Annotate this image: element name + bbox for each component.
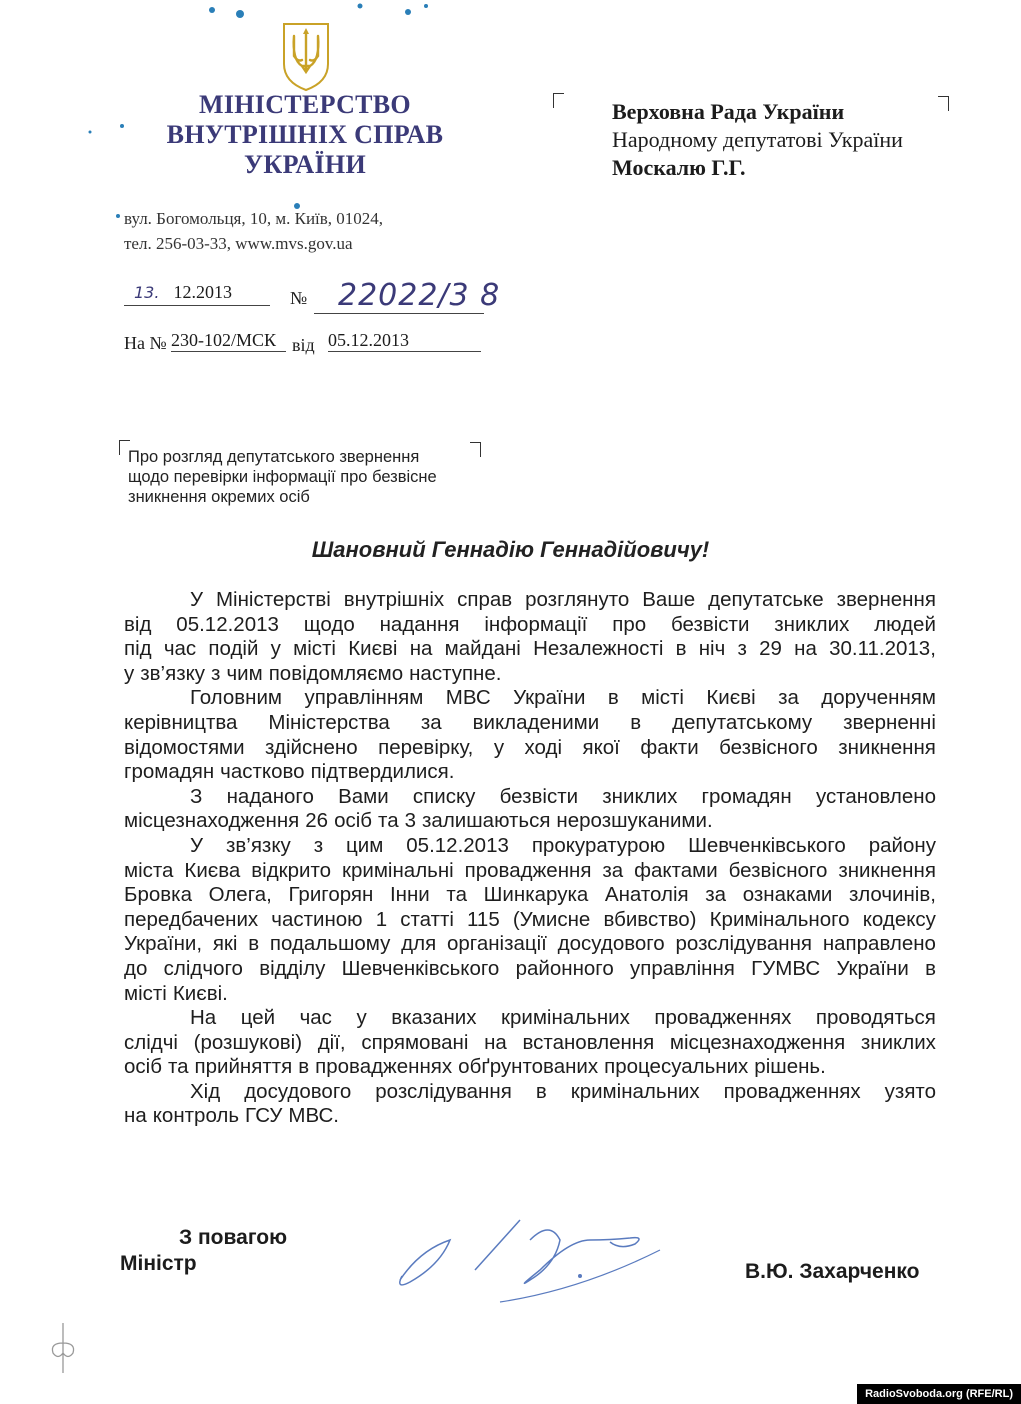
salutation: Шановний Геннадію Геннадійовичу!	[311, 537, 710, 562]
body-line	[124, 686, 936, 711]
body-word: цим	[346, 833, 384, 857]
body-word: на	[409, 637, 433, 661]
body-word: інформації	[484, 612, 588, 636]
body-word: прокуратурою	[531, 833, 666, 857]
body-word: зниклих	[774, 612, 850, 636]
body-word: досудового	[244, 1079, 352, 1103]
body-word: Шевченківського	[341, 956, 500, 980]
body-word: управління	[630, 956, 735, 980]
body-line	[124, 1055, 936, 1080]
body-word: дорученням	[821, 686, 936, 710]
body-line	[124, 957, 936, 982]
subject-block	[128, 447, 458, 507]
body-word: осіб	[124, 1055, 162, 1079]
body-word: громадян	[124, 760, 215, 784]
body-line	[124, 662, 936, 687]
photo-credit: RadioSvoboda.org (RFE/RL)	[857, 1384, 1021, 1404]
body-line	[124, 809, 936, 834]
body-word: на	[794, 637, 817, 661]
body-line	[124, 1104, 936, 1129]
body-word: частково	[220, 760, 305, 784]
body-word: Інни	[389, 883, 430, 907]
body-word: направлено	[822, 932, 936, 956]
corner-mark	[553, 93, 564, 108]
body-word: слідчі	[124, 1030, 178, 1054]
body-word: внутрішніх	[343, 588, 445, 611]
recipient-name: Москалю Г.Г.	[612, 155, 746, 180]
body-word: розглянуто	[525, 588, 630, 611]
body-word: У	[190, 588, 204, 611]
body-word: місцезнаходження	[669, 1030, 846, 1054]
reference-prefix: На №	[124, 333, 167, 353]
body-word: ознаками	[742, 883, 833, 907]
body-word: З	[190, 784, 203, 808]
body-word: на	[124, 1104, 147, 1128]
coat-of-arms-icon	[280, 20, 332, 92]
body-word: досудового	[557, 932, 665, 956]
body-word: депутатському	[672, 710, 813, 734]
body-word: місті	[293, 637, 336, 661]
ministry-name	[120, 90, 490, 180]
body-word: рішень.	[754, 1055, 826, 1079]
body-word: подій	[208, 637, 259, 661]
body-word: МВС	[445, 686, 491, 710]
body-word: району	[868, 833, 936, 857]
body-word: Незалежності	[533, 637, 664, 661]
body-line	[124, 859, 936, 884]
body-line	[124, 785, 936, 810]
outgoing-date	[124, 282, 270, 306]
body-word: зв’язку	[140, 661, 206, 685]
body-word: України	[513, 686, 586, 710]
body-word: Кримінального	[709, 907, 850, 931]
body-word: (розшукові)	[193, 1030, 303, 1054]
body-word: з	[737, 637, 747, 661]
body-word: 26	[305, 809, 329, 833]
body-word: місті	[124, 981, 167, 1005]
ministry-name-line: ВНУТРІШНІХ СПРАВ	[166, 120, 444, 149]
body-word: Вами	[338, 784, 389, 808]
body-word: на	[484, 1030, 507, 1054]
ministry-address	[124, 206, 383, 256]
body-line	[124, 736, 936, 761]
body-word: процесуальних	[604, 1055, 749, 1079]
body-word: Києві	[348, 637, 398, 661]
body-word: та	[446, 883, 467, 907]
body-word: На	[190, 1006, 217, 1030]
body-word: відомостями	[124, 735, 245, 759]
body-word: залишаються	[422, 809, 551, 833]
closing-regards: З повагою	[179, 1226, 288, 1249]
body-word: та	[167, 1055, 189, 1079]
body-word: наданого	[226, 784, 314, 808]
body-line	[124, 834, 936, 859]
body-word: час	[163, 637, 197, 661]
signatory-title: Міністр	[120, 1252, 197, 1275]
body-word: провадженнях	[315, 1055, 453, 1079]
body-word: кодексу	[862, 907, 936, 931]
body-word: провадження	[464, 858, 592, 882]
number-label: №	[290, 288, 308, 308]
handwritten-signature	[380, 1210, 680, 1310]
body-word: Києва	[184, 858, 241, 882]
body-word: статті	[400, 907, 454, 931]
body-word: зниклих	[860, 1030, 936, 1054]
body-word: в	[925, 956, 936, 980]
body-word: організації	[446, 932, 547, 956]
recipient-line: Народному депутатові України	[612, 127, 903, 152]
body-word: (Умисне	[512, 907, 591, 931]
body-word: вказаних	[391, 1006, 477, 1030]
body-word: ході	[524, 735, 563, 759]
body-word: у	[493, 735, 505, 759]
body-word: відкрито	[251, 858, 332, 882]
body-word: у	[356, 1006, 367, 1030]
body-word: Києві.	[172, 981, 228, 1005]
body-word: відділу	[259, 956, 326, 980]
ministry-name-line: МІНІСТЕРСТВО	[199, 90, 411, 119]
reference-number: 230-102/МСК	[171, 330, 286, 352]
body-word: ніч	[698, 637, 726, 661]
body-word: 115	[467, 907, 500, 931]
recipient-block	[612, 98, 903, 182]
body-word: розслідування	[675, 932, 813, 956]
body-word: безвісти	[499, 784, 579, 808]
body-word: спрямовані	[361, 1030, 469, 1054]
body-word: частиною	[271, 907, 363, 931]
body-word: ГУМВС	[751, 956, 821, 980]
body-line	[124, 588, 936, 613]
body-word: Анатолія	[604, 883, 689, 907]
body-line	[124, 1031, 936, 1056]
body-word: зверненні	[843, 710, 936, 734]
body-word: справ	[457, 588, 513, 611]
outgoing-number-handwritten: 22022/3 8	[314, 278, 484, 314]
body-word: нерозшуканими.	[556, 809, 713, 833]
body-word: зниклих	[602, 784, 678, 808]
body-word: кримінальних	[501, 1006, 630, 1030]
body-word: за	[778, 686, 799, 710]
body-word: в	[607, 686, 619, 710]
body-word: Шинкарука	[483, 883, 589, 907]
body-word: 05.12.2013	[406, 833, 509, 857]
body-word: фактами	[634, 858, 718, 882]
body-word: чим	[226, 661, 263, 685]
body-word: слідчого	[163, 956, 243, 980]
body-word: Бровка	[124, 883, 192, 907]
body-word: в	[298, 1055, 310, 1079]
body-word: здійснено	[265, 735, 358, 759]
body-word: осіб	[334, 809, 373, 833]
body-word: з	[211, 661, 221, 685]
body-word: зникнення	[838, 858, 936, 882]
ministry-name-line: УКРАЇНИ	[244, 150, 366, 179]
body-word: України,	[124, 932, 203, 956]
body-word: в	[248, 932, 260, 956]
body-word: міста	[124, 858, 174, 882]
body-line	[124, 982, 936, 1007]
body-word: прийняття	[194, 1055, 293, 1079]
body-line	[124, 1006, 936, 1031]
body-word: у	[270, 637, 281, 661]
address-line: вул. Богомольця, 10, м. Київ, 01024,	[124, 209, 384, 228]
body-word: розслідування	[375, 1079, 512, 1103]
body-word: у	[124, 661, 135, 685]
body-line	[124, 760, 936, 785]
body-word: в	[535, 1079, 547, 1103]
body-word: в	[630, 710, 642, 734]
body-word: безвісного	[728, 858, 828, 882]
body-line	[124, 613, 936, 638]
body-word: надання	[379, 612, 460, 636]
body-line	[124, 1080, 936, 1105]
body-word: списку	[412, 784, 476, 808]
body-word: зв’язку	[225, 833, 291, 857]
body-word: Шевченківського	[688, 833, 846, 857]
body-word: України	[836, 956, 909, 980]
letter-body	[124, 588, 936, 1129]
body-word: Головним	[190, 686, 283, 710]
body-word: безвісного	[719, 735, 818, 759]
body-word: Ваше	[642, 588, 696, 611]
body-word: повідомляємо	[268, 661, 404, 685]
body-word: та	[378, 809, 399, 833]
body-word: Міністерстві	[215, 588, 331, 611]
body-word: за	[602, 858, 624, 882]
body-word: управлінням	[304, 686, 424, 710]
body-word: в	[675, 637, 687, 661]
body-word: щодо	[303, 612, 355, 636]
body-word: 29	[759, 637, 782, 661]
signatory-name: В.Ю. Захарченко	[745, 1260, 920, 1283]
body-word: контроль	[152, 1104, 240, 1128]
body-word: керівництва	[124, 710, 238, 734]
subject-line: щодо перевірки інформації про безвісне	[128, 468, 437, 486]
body-word: до	[124, 956, 148, 980]
body-word: підтвердилися.	[310, 760, 455, 784]
reference-from-label: від	[292, 335, 315, 355]
body-word: вбивство)	[603, 907, 697, 931]
body-word: Києві	[706, 686, 756, 710]
body-word: передбачених	[124, 907, 259, 931]
body-word: 1	[375, 907, 388, 931]
body-word: громадян	[701, 784, 792, 808]
body-word: кримінальних	[570, 1079, 700, 1103]
body-word: злочинів,	[849, 883, 936, 907]
body-line	[124, 932, 936, 957]
body-word: узято	[884, 1079, 936, 1103]
body-word: Міністерства	[268, 710, 390, 734]
body-word: обґрунтованих	[458, 1055, 599, 1079]
body-word: місті	[641, 686, 684, 710]
body-word: зникнення	[838, 735, 936, 759]
body-word: проводяться	[815, 1006, 936, 1030]
body-word: викладеними	[472, 710, 600, 734]
body-line	[124, 711, 936, 736]
body-word: подальшому	[269, 932, 391, 956]
body-word: факти	[640, 735, 699, 759]
body-line	[124, 908, 936, 933]
body-word: майдані	[444, 637, 521, 661]
body-word: цей	[240, 1006, 276, 1030]
body-word: провадженнях	[654, 1006, 792, 1030]
body-word: встановлення	[522, 1030, 655, 1054]
body-word: Григорян	[288, 883, 374, 907]
margin-handwritten-mark	[48, 1318, 78, 1378]
contact-line: тел. 256-03-33, www.mvs.gov.ua	[124, 234, 353, 253]
body-word: районного	[515, 956, 614, 980]
body-word: звернення	[836, 588, 936, 611]
date-rest: 12.2013	[173, 282, 232, 302]
body-word: кримінальні	[342, 858, 454, 882]
body-word: 05.12.2013	[176, 612, 279, 636]
body-word: Хід	[190, 1079, 221, 1103]
body-word: ГСУ	[245, 1104, 283, 1128]
body-line	[124, 637, 936, 662]
body-word: якої	[582, 735, 620, 759]
body-word: депутатське	[708, 588, 824, 611]
reference-date: 05.12.2013	[328, 330, 481, 352]
body-word: які	[212, 932, 238, 956]
date-day-handwritten: 13.	[134, 283, 160, 302]
body-word: 3	[404, 809, 417, 833]
corner-mark	[470, 442, 481, 457]
body-word: безвісти	[671, 612, 750, 636]
body-word: Олега,	[208, 883, 272, 907]
subject-line: Про розгляд депутатського звернення	[128, 448, 420, 466]
body-word: МВС.	[288, 1104, 339, 1128]
corner-mark	[938, 96, 949, 111]
body-word: дії,	[317, 1030, 346, 1054]
recipient-line: Верховна Рада України	[612, 99, 845, 124]
body-word: під	[124, 637, 152, 661]
body-word: місцезнаходження	[124, 809, 300, 833]
body-word: з	[313, 833, 324, 857]
body-word: людей	[874, 612, 936, 636]
body-word: за	[705, 883, 727, 907]
body-word: установлено	[815, 784, 936, 808]
body-word: 30.11.2013,	[829, 637, 936, 661]
body-word: про	[612, 612, 647, 636]
body-word: час	[299, 1006, 332, 1030]
body-word: за	[420, 710, 442, 734]
body-word: для	[401, 932, 437, 956]
body-word: наступне.	[409, 661, 502, 685]
subject-line: зникнення окремих осіб	[128, 488, 310, 506]
body-word: від	[124, 612, 152, 636]
body-word: провадженнях	[723, 1079, 861, 1103]
body-line	[124, 883, 936, 908]
body-word: У	[190, 833, 204, 857]
body-word: перевірку,	[378, 735, 474, 759]
